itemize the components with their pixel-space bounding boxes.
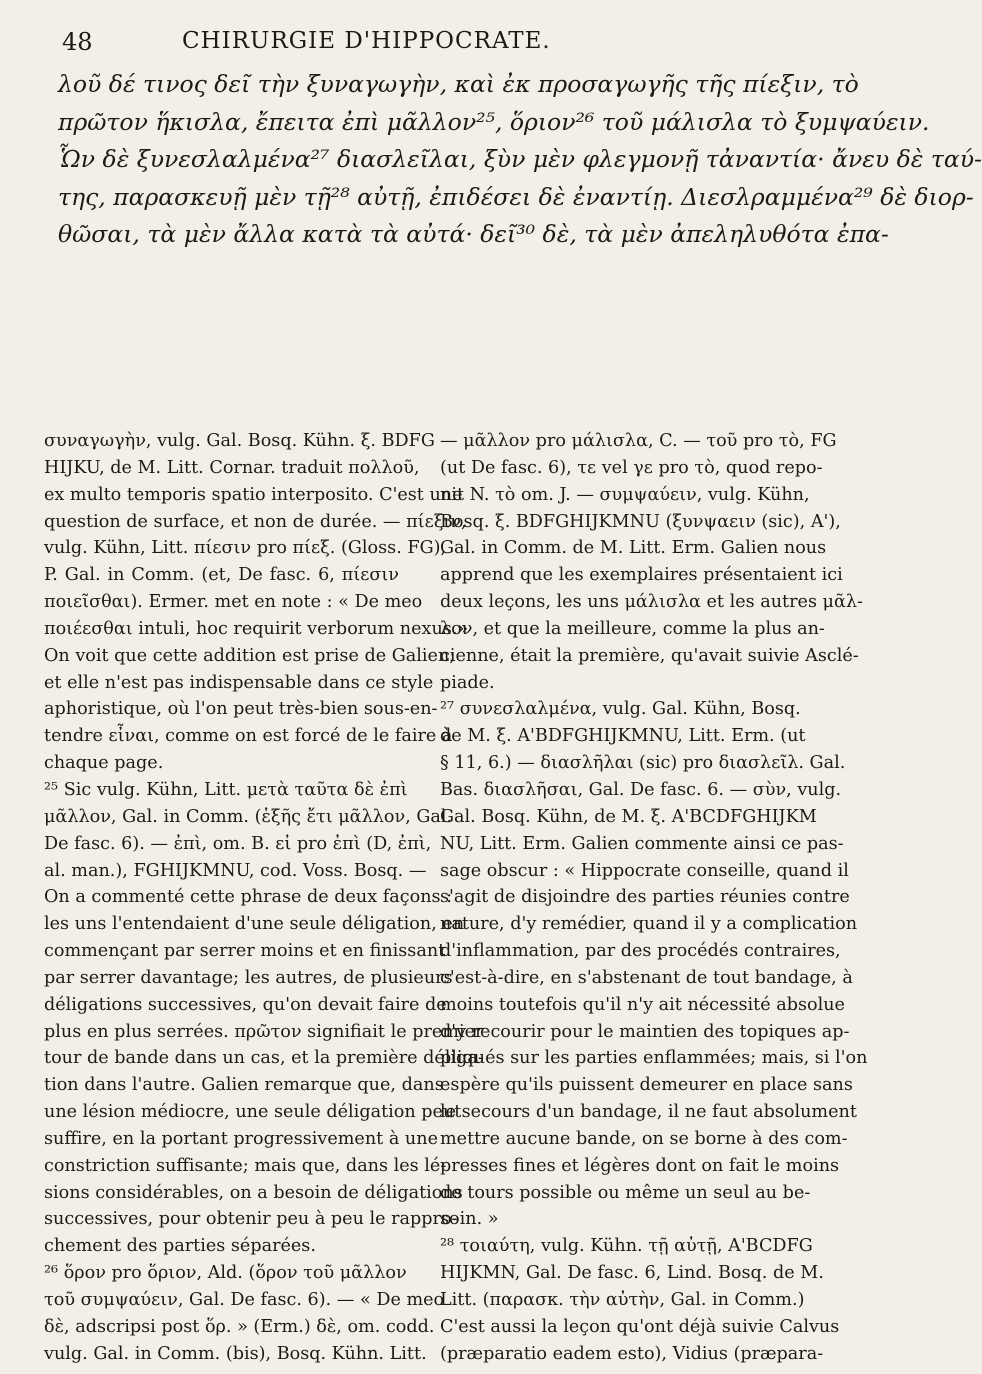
- footnote-line: C'est aussi la leçon qu'ont déjà suivie Calvus: [440, 1316, 840, 1337]
- footnote-line: suffire, en la portant progressivement à une: [44, 1128, 438, 1149]
- footnotes-right-column: [440, 428, 868, 1368]
- footnote-line: par serrer davantage; les autres, de plusieurs: [44, 967, 453, 988]
- greek-text-line: πρῶτον ἥκισλα, ἔπειτα ἐπὶ μᾶλλον²⁵, ὅριον²⁶ τοῦ μάλισλα τὸ ξυμψαύειν.: [58, 107, 930, 136]
- footnote-line: successives, pour obtenir peu à peu le rappro-: [44, 1209, 458, 1230]
- footnote-line: λον, et que la meilleure, comme la plus an-: [440, 618, 825, 639]
- footnote-line: NU, Litt. Erm. Galien commente ainsi ce pas-: [440, 833, 844, 854]
- greek-text-line: της, παρασκευῇ μὲν τῇ²⁸ αὐτῇ, ἐπιδέσει δὲ ἐναντίῃ. Διεσλραμμένα²⁹ δὲ διορ-: [58, 182, 974, 211]
- greek-text-line: θῶσαι, τὰ μὲν ἄλλα κατὰ τὰ αὐτά· δεῖ³⁰ δὲ, τὰ μὲν ἀπεληλυθότα ἐπα-: [58, 220, 889, 248]
- footnote-line: une lésion médiocre, une seule déligation peut: [44, 1102, 462, 1123]
- footnote-line: Gal. Bosq. Kühn, de M. ξ. A'BCDFGHIJKM: [440, 806, 817, 827]
- footnote-line: ex multo temporis spatio interposito. C'est une: [44, 484, 463, 505]
- footnote-line: cienne, était la première, qu'avait suivie Asclé-: [440, 645, 859, 666]
- footnote-line: (præparatio eadem esto), Vidius (præpara-: [440, 1343, 824, 1364]
- footnote-line: συναγωγὴν, vulg. Gal. Bosq. Kühn. ξ. BDFG: [44, 431, 435, 451]
- footnote-line: nit N. τὸ om. J. — συμψαύειν, vulg. Kühn,: [440, 484, 810, 505]
- footnote-line: ²⁵ Sic vulg. Kühn, Litt. μετὰ ταῦτα δὲ ἐπὶ: [44, 779, 408, 800]
- footnote-line: constriction suffisante; mais que, dans les lé-: [44, 1155, 447, 1176]
- footnote-line: c'est-à-dire, en s'abstenant de tout bandage, à: [440, 967, 853, 988]
- footnote-line: δὲ, adscripsi post ὅρ. » (Erm.) δὲ, om. codd.: [44, 1316, 435, 1337]
- footnote-line: Bosq. ξ. BDFGHIJKMNU (ξυνψαειν (sic), A'),: [440, 511, 841, 532]
- greek-text-block: [58, 66, 982, 254]
- footnote-line: ²⁶ ὅρον pro ὅριον, Ald. (ὅρον τοῦ μᾶλλον: [44, 1263, 407, 1284]
- footnote-line: commençant par serrer moins et en finissant: [44, 941, 446, 962]
- footnote-line: vulg. Gal. in Comm. (bis), Bosq. Kühn. Litt.: [44, 1343, 427, 1364]
- footnote-line: s'agit de disjoindre des parties réunies contre: [440, 887, 850, 908]
- footnote-line: d'inflammation, par des procédés contraires,: [440, 941, 841, 962]
- footnote-line: tour de bande dans un cas, et la première déliga-: [44, 1048, 484, 1069]
- footnote-line: presses fines et légères dont on fait le moins: [440, 1155, 840, 1176]
- footnote-line: déligations successives, qu'on devait faire de: [44, 994, 447, 1015]
- footnote-line: HIJKMN, Gal. De fasc. 6, Lind. Bosq. de M.: [440, 1263, 824, 1284]
- footnote-line: sage obscur : « Hippocrate conseille, quand il: [440, 860, 849, 881]
- footnote-line: vulg. Kühn, Litt. πίεσιν pro πίεξ. (Gloss. FG),: [44, 538, 447, 559]
- page-number: 48: [62, 28, 93, 56]
- footnote-line: question de surface, et non de durée. — πίεξιν,: [44, 511, 467, 532]
- footnote-line: et elle n'est pas indispensable dans ce style: [44, 672, 434, 693]
- footnote-line: μᾶλλον, Gal. in Comm. (ἑξῆς ἔτι μᾶλλον, Gal.: [44, 806, 453, 827]
- footnote-line: pliqués sur les parties enflammées; mais, si l'on: [440, 1048, 868, 1069]
- greek-text-line: Ὧν δὲ ξυνεσλαλμένα²⁷ διασλεῖλαι, ξὺν μὲν φλεγμονῇ τἀναντία· ἄνευ δὲ ταύ-: [58, 145, 982, 173]
- page-header: [62, 28, 760, 62]
- footnote-line: le secours d'un bandage, il ne faut absolument: [440, 1102, 857, 1123]
- footnote-line: tion dans l'autre. Galien remarque que, dans: [44, 1075, 444, 1096]
- footnote-line: Gal. in Comm. de M. Litt. Erm. Galien nous: [440, 538, 827, 559]
- footnote-line: deux leçons, les uns μάλισλα et les autres μᾶλ-: [440, 592, 863, 613]
- footnote-line: sions considérables, on a besoin de déligations: [44, 1182, 463, 1203]
- blank-area: [40, 250, 780, 420]
- footnote-line: tendre εἶναι, comme on est forcé de le faire à: [44, 726, 453, 747]
- footnote-line: les uns l'entendaient d'une seule déligation, en: [44, 914, 465, 935]
- footnote-line: P. Gal. in Comm. (et, De fasc. 6, πίεσιν: [44, 565, 399, 586]
- footnote-line: aphoristique, où l'on peut très-bien sous-en-: [44, 699, 438, 720]
- footnote-line: On voit que cette addition est prise de Galien;: [44, 645, 456, 666]
- footnote-line: On a commenté cette phrase de deux façons :: [44, 887, 453, 908]
- footnote-line: De fasc. 6). — ἐπὶ, om. B. εἰ pro ἐπὶ (D, ἐπὶ,: [44, 833, 432, 854]
- footnote-line: mettre aucune bande, on se borne à des com-: [440, 1128, 848, 1149]
- footnote-line: de tours possible ou même un seul au be-: [440, 1182, 811, 1203]
- running-title: CHIRURGIE D'HIPPOCRATE.: [182, 28, 551, 54]
- footnote-line: plus en plus serrées. πρῶτον signifiait le premier: [44, 1021, 484, 1042]
- footnote-line: τοῦ συμψαύειν, Gal. De fasc. 6). — « De meo: [44, 1290, 445, 1310]
- footnote-line: — μᾶλλον pro μάλισλα, C. — τοῦ pro τὸ, FG: [440, 431, 837, 451]
- footnote-line: Litt. (παρασκ. τὴν αὐτὴν, Gal. in Comm.): [440, 1290, 805, 1310]
- footnote-line: espère qu'ils puissent demeurer en place sans: [440, 1075, 853, 1096]
- footnote-line: chaque page.: [44, 753, 164, 774]
- footnote-line: ²⁷ συνεσλαλμένα, vulg. Gal. Kühn, Bosq.: [440, 699, 801, 720]
- footnote-line: Bas. διασλῆσαι, Gal. De fasc. 6. — σὺν, vulg.: [440, 779, 842, 800]
- footnote-line: HIJKU, de M. Litt. Cornar. traduit πολλοῦ,: [44, 457, 420, 478]
- footnote-line: chement des parties séparées.: [44, 1236, 316, 1257]
- footnote-line: de M. ξ. A'BDFGHIJKMNU, Litt. Erm. (ut: [440, 726, 806, 747]
- footnote-line: apprend que les exemplaires présentaient ici: [440, 565, 843, 586]
- footnote-line: ποιέεσθαι intuli, hoc requirit verborum nexus.»: [44, 618, 469, 639]
- footnote-line: d'y recourir pour le maintien des topiques ap-: [440, 1021, 850, 1042]
- footnote-line: ²⁸ τοιαύτη, vulg. Kühn. τῇ αὐτῇ, A'BCDFG: [440, 1236, 813, 1257]
- footnote-line: piade.: [440, 672, 495, 693]
- footnote-line: al. man.), FGHIJKMNU, cod. Voss. Bosq. —: [44, 860, 427, 881]
- footnote-line: soin. »: [440, 1209, 499, 1230]
- greek-text-line: λοῦ δέ τινος δεῖ τὴν ξυναγωγὴν, καὶ ἐκ προσαγωγῆς τῆς πίεξιν, τὸ: [58, 70, 859, 98]
- footnote-line: nature, d'y remédier, quand il y a complication: [440, 914, 858, 935]
- footnote-line: ποιεῖσθαι). Ermer. met en note : « De meo: [44, 592, 423, 613]
- footnote-line: (ut De fasc. 6), τε vel γε pro τὸ, quod repo-: [440, 457, 823, 478]
- footnote-line: § 11, 6.) — διασλῆλαι (sic) pro διασλεῖλ. Gal.: [440, 753, 846, 774]
- footnote-line: moins toutefois qu'il n'y ait nécessité absolue: [440, 994, 845, 1015]
